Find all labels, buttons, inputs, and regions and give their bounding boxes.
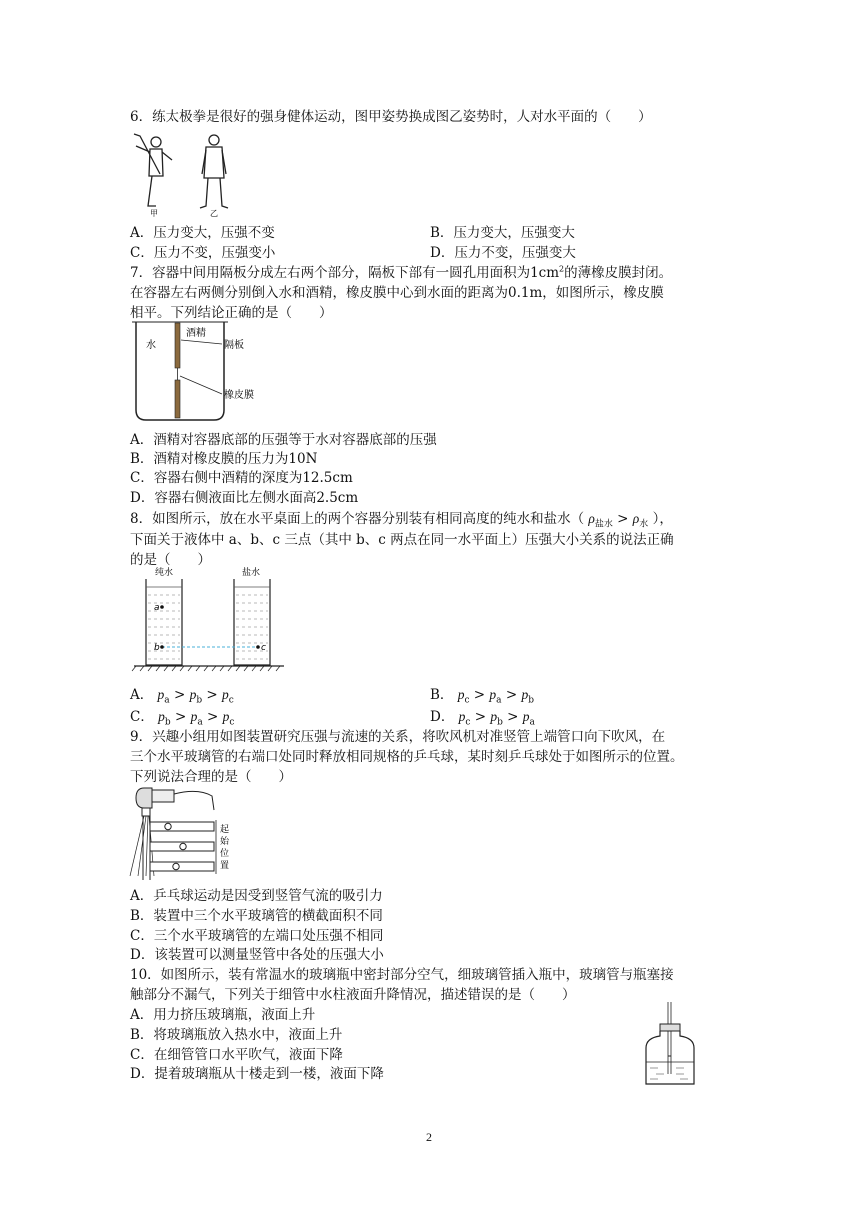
fig-point-c: c: [261, 643, 266, 653]
q6-option-d: D．压力不变，压强变大: [430, 245, 576, 261]
q7-option-b: B．酒精对橡皮膜的压力为10N: [130, 451, 318, 467]
q6-option-c: C．压力不变，压强变小: [130, 245, 276, 261]
q8-option-a: A． $p_a > p_b > p_c$: [130, 687, 234, 706]
page-number: 2: [426, 1130, 432, 1144]
q9-stem-line1: 9．兴趣小组用如图装置研究压强与流速的关系，将吹风机对准竖管上端管口向下吹风，在: [130, 729, 666, 745]
fig-label-water: 水: [146, 340, 156, 351]
fig-label-partition: 隔板: [224, 340, 244, 351]
q9-stem-line2: 三个水平玻璃管的右端口处同时释放相同规格的乒乓球，某时刻乒乓球处于如图所示的位置。: [130, 749, 684, 765]
q9-figure: [128, 782, 238, 882]
fig-label-pure-water: 纯水: [155, 568, 174, 578]
q10-option-d: D．提着玻璃瓶从十楼走到一楼，液面下降: [130, 1066, 384, 1082]
q9-stem-line3: 下列说法合理的是（ ）: [130, 769, 292, 785]
q7-option-d: D．容器右侧液面比左侧水面高2.5cm: [130, 490, 359, 506]
fig-label-membrane: 橡皮膜: [224, 390, 254, 401]
q8-stem-line2: 下面关于液体中 a、b、c 三点（其中 b、c 两点在同一水平面上）压强大小关系的说法正确: [130, 532, 674, 548]
q9-option-b: B．装置中三个水平玻璃管的横截面积不同: [130, 908, 383, 924]
q9-option-d: D．该装置可以测量竖管中各处的压强大小: [130, 947, 384, 963]
q10-stem-line1: 10．如图所示，装有常温水的玻璃瓶中密封部分空气，细玻璃管插入瓶中，玻璃管与瓶塞接: [130, 967, 674, 983]
fig-point-b: b: [154, 643, 160, 653]
fig-label-start-1: 起: [220, 825, 230, 835]
fig-label-jia: 甲: [150, 209, 158, 218]
q8-option-c: C． $p_b > p_a > p_c$: [130, 709, 235, 728]
fig-label-salt-water: 盐水: [242, 568, 261, 578]
q7-figure: [130, 318, 290, 424]
q10-option-a: A．用力挤压玻璃瓶，液面上升: [130, 1007, 316, 1023]
q8-stem-line3: 的是（ ）: [130, 552, 211, 568]
q10-option-b: B．将玻璃瓶放入热水中，液面上升: [130, 1027, 343, 1043]
q7-stem-line2: 在容器左右两侧分别倒入水和酒精，橡皮膜中心到水面的距离为0.1m，如图所示，橡皮膜: [130, 285, 664, 301]
q7-stem-line3: 相平。下列结论正确的是（ ）: [130, 305, 333, 321]
fig-label-alcohol: 酒精: [186, 328, 206, 339]
fig-label-start-4: 置: [220, 861, 230, 871]
q8-stem-line1: 8．如图所示，放在水平桌面上的两个容器分别装有相同高度的纯水和盐水（ $\rho_{盐水} > \rho_水$ ），: [130, 511, 673, 530]
q9-option-a: A．乒乓球运动是因受到竖管气流的吸引力: [130, 888, 383, 904]
q9-option-c: C．三个水平玻璃管的左端口处压强不相同: [130, 928, 384, 944]
fig-label-start-3: 位: [220, 849, 230, 859]
q6-figure: [130, 128, 240, 220]
q6-option-a: A．压力变大，压强不变: [130, 225, 275, 241]
q8-option-d: D． $p_c > p_b > p_a$: [430, 709, 535, 728]
q7-stem-line1: 7．容器中间用隔板分成左右两个部分，隔板下部有一圆孔用面积为$1cm^2$的薄橡皮膜封闭。: [130, 264, 673, 281]
q6-option-b: B．压力变大，压强变大: [430, 225, 575, 241]
q7-option-c: C．容器右侧中酒精的深度为12.5cm: [130, 470, 353, 486]
q7-option-a: A．酒精对容器底部的压强等于水对容器底部的压强: [130, 432, 437, 448]
fig-label-yi: 乙: [210, 209, 218, 218]
q8-figure: [130, 565, 290, 677]
q10-figure: [640, 1000, 700, 1090]
fig-point-a: a: [154, 603, 160, 613]
fig-label-start-2: 始: [220, 837, 230, 847]
q6-stem: 6．练太极拳是很好的强身健体运动，图甲姿势换成图乙姿势时，人对水平面的（ ）: [130, 109, 652, 125]
q8-option-b: B． $p_c > p_a > p_b$: [430, 687, 534, 706]
q10-stem-line2: 触部分不漏气，下列关于细管中水柱液面升降情况，描述错误的是（ ）: [130, 987, 576, 1003]
q10-option-c: C．在细管管口水平吹气，液面下降: [130, 1047, 343, 1063]
